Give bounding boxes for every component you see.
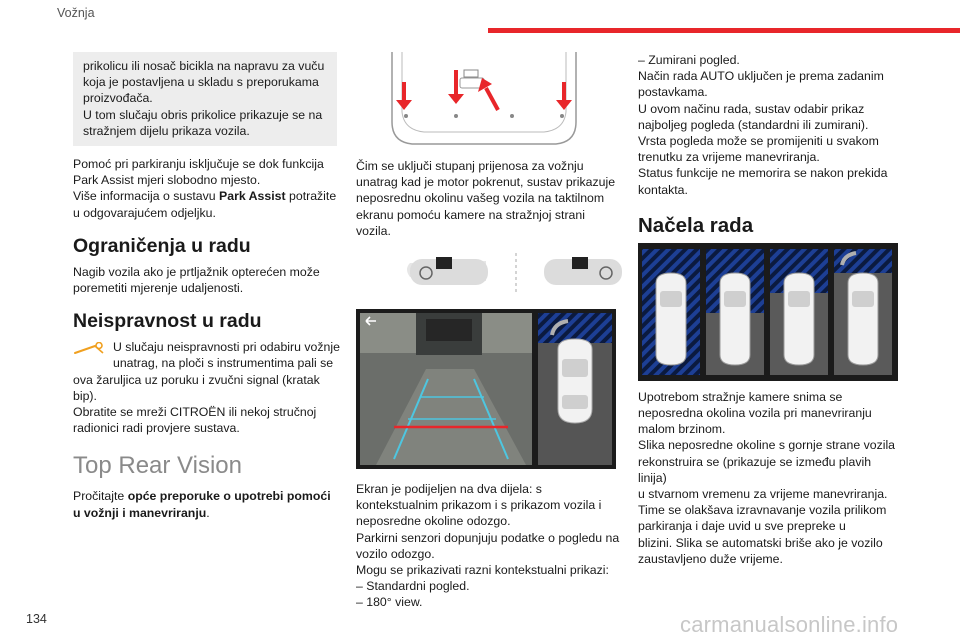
column-middle	[356, 52, 622, 611]
rear-camera-icon	[396, 251, 636, 295]
body-line: najboljeg pogleda (standardni ili zumirani).	[638, 117, 869, 132]
body-line: u odgovarajućem odjeljku.	[73, 205, 216, 220]
body-line: vozilo odozgo.	[356, 546, 435, 561]
body-line: neposrednu okolinu vašeg vozila na taktilnom	[356, 191, 605, 206]
body-line: Obratite se mreži CITROËN ili nekoj stručnoj	[73, 405, 317, 420]
body-line: Vrsta pogleda može se promijeniti u svakom	[638, 134, 879, 149]
camera-screen-figure	[356, 309, 616, 469]
bold-link-text: opće preporuke o upotrebi pomoći	[127, 489, 331, 504]
text-span: Pročitajte	[73, 489, 128, 504]
text-span: potražite	[285, 189, 337, 204]
body-line: poremetiti mjerenje udaljenosti.	[73, 281, 244, 296]
body-line: Time se olakšava izravnavanje vozila prilikom	[638, 503, 887, 518]
body-line: blizini. Slika se automatski briše ako je vozilo	[638, 535, 883, 550]
note-line: koja je postavljena u skladu s preporukama	[83, 75, 319, 90]
body-line: parkiranja i daje uvid u sve prepreke u	[638, 519, 846, 534]
body-line: kontakta.	[638, 182, 688, 197]
fault-warning	[73, 339, 341, 371]
note-line: proizvođača.	[83, 91, 153, 106]
heading-top-rear-vision: Top Rear Vision	[73, 452, 242, 480]
body-line: u stvarnom vremenu za vrijeme manevriranja.	[638, 487, 888, 502]
page-header-section: Vožnja	[57, 6, 95, 20]
body-line: rekonstruira se (prikazuje se između plavih linija)	[638, 454, 872, 485]
list-item: – 180° view.	[356, 595, 423, 610]
body-line: Ekran je podijeljen na dva dijela: s	[356, 482, 542, 497]
body-line: unatrag, na ploči s instrumentima pali se	[113, 356, 334, 371]
heading-fault: Neispravnost u radu	[73, 310, 262, 333]
body-line: Status funkcije ne memorira se nakon prekida	[638, 166, 888, 181]
body-line: kontekstualnim prikazom i s prikazom vozila i	[356, 498, 602, 513]
body-line: Upotrebom stražnje kamere snima se	[638, 389, 843, 404]
column-right	[638, 52, 900, 567]
body-line: bip).	[73, 388, 97, 403]
body-line: U ovom načinu rada, sustav odabir prikaz	[638, 101, 865, 116]
body-line: unatrag kad je motor pokrenut, sustav prikazuje	[356, 175, 616, 190]
column-left	[73, 52, 341, 521]
body-line: Način rada AUTO uključen je prema zadanim	[638, 69, 884, 84]
text-span: .	[206, 505, 210, 520]
body-line: postavkama.	[638, 85, 708, 100]
heading-limits: Ograničenja u radu	[73, 234, 251, 257]
read-recommendations-2	[73, 505, 341, 521]
bold-link-text: u vožnji i manevriranju	[73, 505, 207, 520]
heading-principle: Načela rada	[638, 213, 754, 237]
body-line: ova žaruljica uz poruku i zvučni signal (kratak	[73, 372, 320, 387]
warning-wrench-icon	[73, 342, 107, 356]
body-line: neposredna okolina vozila pri manevriranju	[638, 406, 872, 421]
text-span: Više informacija o sustavu	[73, 189, 220, 204]
page-number: 134	[26, 612, 47, 626]
body-line-park-assist	[73, 188, 341, 204]
body-line: ekranu pomoću kamere na stražnjoj strani vozila.	[356, 207, 585, 238]
body-line: Čim se uključi stupanj prijenosa za vožnju	[356, 159, 584, 173]
body-line: Parkirni senzori dopunjuju podatke o pogledu na	[356, 530, 620, 545]
list-item: – Zumirani pogled.	[638, 53, 740, 67]
note-line: stražnjem dijelu prikaza vozila.	[83, 123, 250, 138]
body-line: trenutku za vrijeme manevriranja.	[638, 150, 820, 165]
top-view-sequence-figure	[638, 243, 898, 381]
read-recommendations	[73, 488, 341, 504]
body-line: malom brzinom.	[638, 422, 726, 437]
body-line: Park Assist mjeri slobodno mjesto.	[73, 173, 261, 188]
note-line: prikolicu ili nosač bicikla na napravu za vuču	[83, 59, 325, 73]
header-accent-bar	[488, 28, 960, 33]
body-line: radionici radi provjere sustava.	[73, 421, 240, 436]
body-line: neposredne okoline odozgo.	[356, 514, 511, 529]
note-line: U tom slučaju obris prikolice prikazuje se na	[83, 107, 323, 122]
body-line: Mogu se prikazivati razni kontekstualni prikazi:	[356, 563, 609, 578]
park-assist-term: Park Assist	[219, 189, 286, 204]
body-line: U slučaju neispravnosti pri odabiru vožnje	[113, 340, 340, 355]
body-line: Pomoć pri parkiranju isključuje se dok funkcija	[73, 157, 324, 172]
body-line: Nagib vozila ako je prtljažnik opterećen može	[73, 264, 320, 279]
body-line: zaustavljeno duže vrijeme.	[638, 551, 783, 566]
rear-bumper-sensors-figure	[364, 52, 604, 152]
list-item: – Standardni pogled.	[356, 579, 470, 594]
body-line: Slika neposredne okoline s gornje strane vozila	[638, 438, 896, 453]
watermark: carmanualsonline.info	[680, 612, 899, 637]
note-box	[73, 52, 337, 146]
